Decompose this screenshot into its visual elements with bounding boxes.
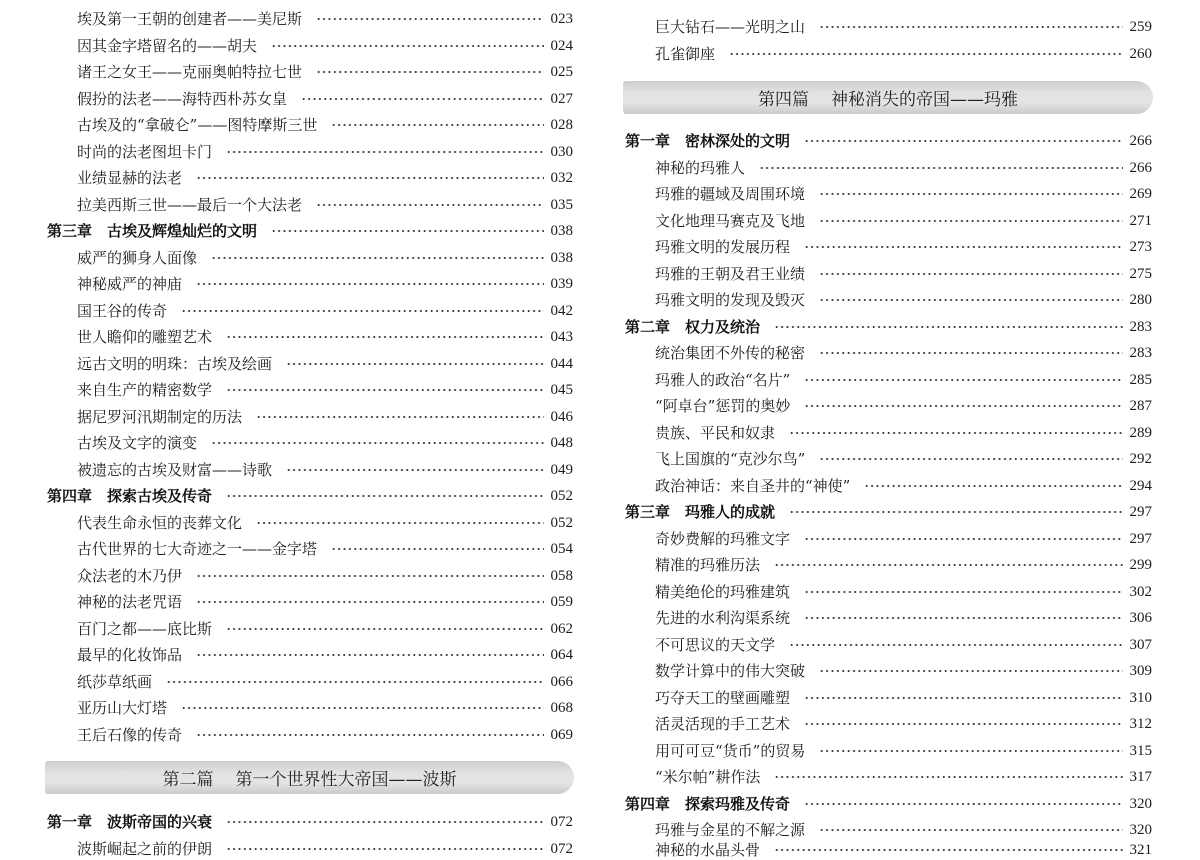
page-number: 052	[550, 488, 573, 504]
dot-leader	[196, 733, 543, 737]
page-number: 299	[1129, 557, 1152, 573]
dot-leader	[226, 388, 543, 392]
page-number: 062	[550, 620, 573, 637]
page-number: 273	[1129, 239, 1152, 255]
section-title: 埃及第一王朝的创建者——美尼斯	[77, 10, 303, 28]
chapter-title: 波斯帝国的兴衰	[107, 813, 213, 831]
toc-section-row	[625, 290, 1152, 310]
section-title: 来自生产的精密数学	[77, 381, 213, 399]
chapter-title: 探索古埃及传奇	[107, 487, 213, 505]
toc-section-row	[625, 661, 1152, 681]
dot-leader	[819, 457, 1122, 461]
section-title: 巧夺天工的壁画雕塑	[655, 688, 791, 707]
page-number: 266	[1129, 159, 1152, 176]
section-title: 最早的化妆饰品	[77, 646, 183, 664]
dot-leader	[864, 484, 1122, 488]
dot-leader	[196, 574, 543, 578]
toc-left-column	[47, 0, 573, 860]
toc-section-row	[625, 555, 1152, 575]
section-title: 业绩显赫的法老	[77, 169, 183, 187]
toc-section-row	[625, 396, 1152, 416]
section-title: 威严的狮身人面像	[77, 248, 198, 267]
toc-section-row	[625, 714, 1152, 734]
page-number: 280	[1129, 292, 1152, 308]
page-number: 317	[1129, 769, 1152, 785]
dot-leader	[181, 706, 543, 710]
page-number: 054	[550, 541, 573, 557]
section-title: 贵族、平民和奴隶	[655, 423, 776, 442]
dot-leader	[804, 404, 1122, 408]
dot-leader	[819, 298, 1122, 302]
toc-section-row	[625, 44, 1152, 64]
dot-leader	[804, 802, 1122, 806]
toc-section-row	[625, 370, 1152, 390]
toc-section-row	[625, 688, 1152, 708]
dot-leader	[196, 176, 543, 180]
section-title: 假扮的法老——海特西朴苏女皇	[77, 89, 288, 108]
chapter-title: 玛雅人的成就	[685, 503, 776, 521]
section-title: 玛雅的王朝及君王业绩	[655, 264, 806, 283]
part-title: 第一个世界性大帝国——波斯	[235, 770, 457, 790]
toc-section-row	[625, 476, 1152, 496]
page-number: 046	[550, 408, 573, 425]
page-number: 275	[1129, 265, 1152, 282]
section-title: 玛雅的疆域及周围环境	[655, 185, 806, 203]
part-banner	[623, 81, 1153, 114]
page-number: 024	[550, 37, 573, 54]
toc-section-row	[625, 582, 1152, 602]
dot-leader	[316, 17, 543, 21]
page-number: 297	[1129, 530, 1152, 547]
page-number: 072	[550, 840, 573, 857]
toc-section-row	[625, 211, 1152, 231]
dot-leader	[331, 547, 543, 551]
page-number: 066	[550, 673, 573, 690]
section-title: 神秘的玛雅人	[655, 158, 746, 177]
section-title: 波斯崛起之前的伊朗	[77, 839, 213, 858]
part-banner	[45, 761, 574, 794]
toc-section-row	[47, 36, 573, 56]
dot-leader	[166, 680, 543, 684]
dot-leader	[271, 44, 543, 48]
page-number: 043	[550, 329, 573, 345]
dot-leader	[226, 847, 543, 851]
dot-leader	[804, 378, 1122, 382]
chapter-number: 第三章	[625, 503, 671, 521]
toc-section-row	[625, 423, 1152, 443]
page-number: 321	[1129, 842, 1152, 858]
section-title: 活灵活现的手工艺术	[655, 715, 791, 733]
section-title: 世人瞻仰的雕塑艺术	[77, 328, 213, 346]
page-number: 045	[550, 382, 573, 398]
dot-leader	[819, 828, 1122, 832]
toc-section-row	[47, 115, 573, 135]
toc-section-row	[47, 142, 573, 162]
section-title: “阿卓台”惩罚的奥妙	[655, 397, 791, 415]
toc-section-row	[47, 672, 573, 692]
page-number: 297	[1129, 504, 1152, 520]
section-title: 因其金字塔留名的——胡夫	[77, 36, 258, 55]
page-number: 027	[550, 90, 573, 107]
toc-section-row	[47, 62, 573, 82]
toc-section-row	[47, 168, 573, 188]
part-label: 第二篇	[162, 770, 214, 790]
section-title: 神秘的水晶头骨	[655, 841, 761, 859]
page-number: 266	[1129, 133, 1152, 149]
dot-leader	[226, 335, 543, 339]
toc-section-row	[47, 407, 573, 427]
page-number: 283	[1129, 318, 1152, 335]
page-number: 030	[550, 143, 573, 160]
dot-leader	[804, 245, 1122, 249]
dot-leader	[316, 203, 543, 207]
page-number: 069	[550, 726, 573, 743]
section-title: 拉美西斯三世——最后一个大法老	[77, 195, 303, 214]
dot-leader	[226, 150, 543, 154]
dot-leader	[211, 256, 543, 260]
toc-section-row	[47, 566, 573, 586]
page-number: 289	[1129, 424, 1152, 441]
page-number: 058	[550, 567, 573, 584]
dot-leader	[286, 468, 543, 472]
section-title: 被遗忘的古埃及财富——诗歌	[77, 460, 273, 479]
page-number: 072	[550, 814, 573, 830]
page-number: 064	[550, 647, 573, 663]
page-number: 309	[1129, 663, 1152, 679]
toc-chapter-row	[625, 794, 1152, 814]
chapter-title: 探索玛雅及传奇	[685, 794, 791, 813]
toc-section-row	[47, 645, 573, 665]
toc-section-row	[625, 840, 1152, 860]
page-number: 059	[550, 594, 573, 610]
dot-leader	[226, 494, 543, 498]
dot-leader	[804, 722, 1122, 726]
toc-section-row	[625, 158, 1152, 178]
dot-leader	[256, 521, 543, 525]
section-title: 精美绝伦的玛雅建筑	[655, 582, 791, 601]
section-title: 玛雅与金星的不解之源	[655, 821, 806, 839]
section-title: 神秘威严的神庙	[77, 275, 183, 293]
toc-section-row	[625, 608, 1152, 628]
toc-section-row	[47, 301, 573, 321]
dot-leader	[226, 627, 543, 631]
dot-leader	[256, 415, 543, 419]
page-number: 044	[550, 355, 573, 372]
toc-right-column	[625, 0, 1152, 860]
page-number: 025	[550, 64, 573, 80]
section-title: 百门之都——底比斯	[77, 619, 213, 638]
page-number: 294	[1129, 477, 1152, 494]
page-number: 049	[550, 461, 573, 478]
section-title: 文化地理马赛克及飞地	[655, 211, 806, 230]
dot-leader	[804, 537, 1122, 541]
toc-section-row	[625, 184, 1152, 204]
page-number: 315	[1129, 742, 1152, 759]
chapter-number: 第一章	[47, 813, 93, 831]
chapter-number: 第四章	[625, 794, 671, 813]
section-title: 政治神话：来自圣井的“神使”	[655, 476, 851, 495]
page-number: 269	[1129, 186, 1152, 202]
toc-section-row	[47, 592, 573, 612]
part-title: 神秘消失的帝国——玛雅	[831, 90, 1018, 110]
page-number: 259	[1129, 19, 1152, 35]
dot-leader	[286, 362, 543, 366]
section-title: 国王谷的传奇	[77, 301, 168, 320]
dot-leader	[196, 600, 543, 604]
chapter-title: 权力及统治	[685, 317, 761, 336]
dot-leader	[819, 25, 1122, 29]
dot-leader	[271, 229, 543, 233]
section-title: 诸王之女王——克丽奥帕特拉七世	[77, 63, 303, 81]
dot-leader	[181, 309, 543, 313]
page-number: 310	[1129, 689, 1152, 706]
toc-section-row	[625, 449, 1152, 469]
page-number: 038	[550, 249, 573, 266]
toc-section-row	[47, 327, 573, 347]
section-title: 纸莎草纸画	[77, 672, 153, 691]
page-number: 048	[550, 435, 573, 451]
toc-section-row	[625, 767, 1152, 787]
toc-section-row	[47, 9, 573, 29]
page-number: 052	[550, 514, 573, 531]
toc-section-row	[47, 539, 573, 559]
toc-chapter-row	[625, 317, 1152, 337]
page-number: 039	[550, 276, 573, 292]
dot-leader	[774, 848, 1122, 852]
page-number: 283	[1129, 345, 1152, 361]
toc-chapter-row	[47, 812, 573, 832]
page-number: 042	[550, 302, 573, 319]
section-title: 时尚的法老图坦卡门	[77, 142, 213, 161]
page-number: 306	[1129, 610, 1152, 626]
dot-leader	[729, 52, 1122, 56]
page-number: 035	[550, 196, 573, 213]
section-title: 用可可豆“货币”的贸易	[655, 741, 806, 760]
section-title: 玛雅文明的发现及毁灭	[655, 291, 806, 309]
toc-section-row	[625, 264, 1152, 284]
toc-chapter-row	[47, 221, 573, 241]
page-number: 302	[1129, 583, 1152, 600]
dot-leader	[804, 616, 1122, 620]
chapter-number: 第一章	[625, 132, 671, 150]
chapter-number: 第二章	[625, 317, 671, 336]
toc-chapter-row	[625, 502, 1152, 522]
section-title: “米尔帕”耕作法	[655, 768, 761, 786]
page-number: 028	[550, 117, 573, 133]
section-title: 远古文明的明珠：古埃及绘画	[77, 354, 273, 373]
page-number: 068	[550, 700, 573, 716]
dot-leader	[301, 97, 543, 101]
toc-section-row	[47, 354, 573, 374]
dot-leader	[316, 70, 543, 74]
section-title: 统治集团不外传的秘密	[655, 344, 806, 362]
chapter-title: 密林深处的文明	[685, 132, 791, 150]
toc-section-row	[47, 725, 573, 745]
toc-section-row	[625, 237, 1152, 257]
section-title: 古埃及的“拿破仑”——图特摩斯三世	[77, 116, 318, 134]
dot-leader	[759, 166, 1122, 170]
dot-leader	[819, 219, 1122, 223]
section-title: 飞上国旗的“克沙尔鸟”	[655, 450, 806, 468]
toc-section-row	[625, 343, 1152, 363]
page-number: 287	[1129, 398, 1152, 414]
dot-leader	[789, 510, 1122, 514]
toc-chapter-row	[625, 131, 1152, 151]
section-title: 孔雀御座	[655, 44, 716, 63]
dot-leader	[819, 192, 1122, 196]
dot-leader	[819, 351, 1122, 355]
dot-leader	[226, 820, 543, 824]
toc-section-row	[47, 248, 573, 268]
section-title: 奇妙费解的玛雅文字	[655, 529, 791, 548]
dot-leader	[819, 669, 1122, 673]
chapter-title: 古埃及辉煌灿烂的文明	[107, 222, 258, 240]
page-number: 285	[1129, 371, 1152, 388]
page-number: 038	[550, 223, 573, 239]
chapter-number: 第四章	[47, 487, 93, 505]
section-title: 亚历山大灯塔	[77, 699, 168, 717]
section-title: 数学计算中的伟大突破	[655, 662, 806, 680]
toc-section-row	[47, 380, 573, 400]
dot-leader	[804, 139, 1122, 143]
page-number: 023	[550, 11, 573, 27]
page-number: 320	[1129, 795, 1152, 812]
dot-leader	[196, 653, 543, 657]
page-number: 312	[1129, 716, 1152, 732]
section-title: 精准的玛雅历法	[655, 556, 761, 574]
toc-section-row	[47, 513, 573, 533]
dot-leader	[819, 272, 1122, 276]
dot-leader	[774, 563, 1122, 567]
dot-leader	[819, 749, 1122, 753]
dot-leader	[774, 775, 1122, 779]
section-title: 众法老的木乃伊	[77, 566, 183, 585]
toc-section-row	[47, 433, 573, 453]
dot-leader	[789, 431, 1122, 435]
toc-section-row	[625, 820, 1152, 840]
toc-section-row	[47, 698, 573, 718]
toc-section-row	[47, 274, 573, 294]
dot-leader	[804, 696, 1122, 700]
page-number: 260	[1129, 45, 1152, 62]
section-title: 不可思议的天文学	[655, 635, 776, 654]
toc-section-row	[47, 195, 573, 215]
toc-chapter-row	[47, 486, 573, 506]
part-label: 第四篇	[758, 90, 809, 110]
section-title: 古埃及文字的演变	[77, 434, 198, 452]
section-title: 据尼罗河汛期制定的历法	[77, 407, 243, 426]
toc-section-row	[625, 741, 1152, 761]
page-number: 307	[1129, 636, 1152, 653]
toc-section-row	[625, 17, 1152, 37]
section-title: 玛雅文明的发展历程	[655, 238, 791, 256]
toc-section-row	[625, 529, 1152, 549]
toc-section-row	[47, 460, 573, 480]
chapter-number: 第三章	[47, 222, 93, 240]
toc-section-row	[47, 839, 573, 859]
dot-leader	[331, 123, 543, 127]
section-title: 古代世界的七大奇迹之一——金字塔	[77, 540, 318, 558]
page-number: 292	[1129, 451, 1152, 467]
section-title: 代表生命永恒的丧葬文化	[77, 513, 243, 532]
toc-section-row	[47, 89, 573, 109]
dot-leader	[196, 282, 543, 286]
dot-leader	[804, 590, 1122, 594]
section-title: 玛雅人的政治“名片”	[655, 370, 791, 389]
dot-leader	[789, 643, 1122, 647]
section-title: 神秘的法老咒语	[77, 593, 183, 611]
dot-leader	[211, 441, 543, 445]
page-number: 032	[550, 170, 573, 186]
section-title: 王后石像的传奇	[77, 725, 183, 744]
page-number: 271	[1129, 212, 1152, 229]
section-title: 先进的水利沟渠系统	[655, 609, 791, 627]
dot-leader	[774, 325, 1122, 329]
toc-section-row	[47, 619, 573, 639]
page-number: 320	[1129, 822, 1152, 838]
section-title: 巨大钻石——光明之山	[655, 18, 806, 36]
toc-section-row	[625, 635, 1152, 655]
